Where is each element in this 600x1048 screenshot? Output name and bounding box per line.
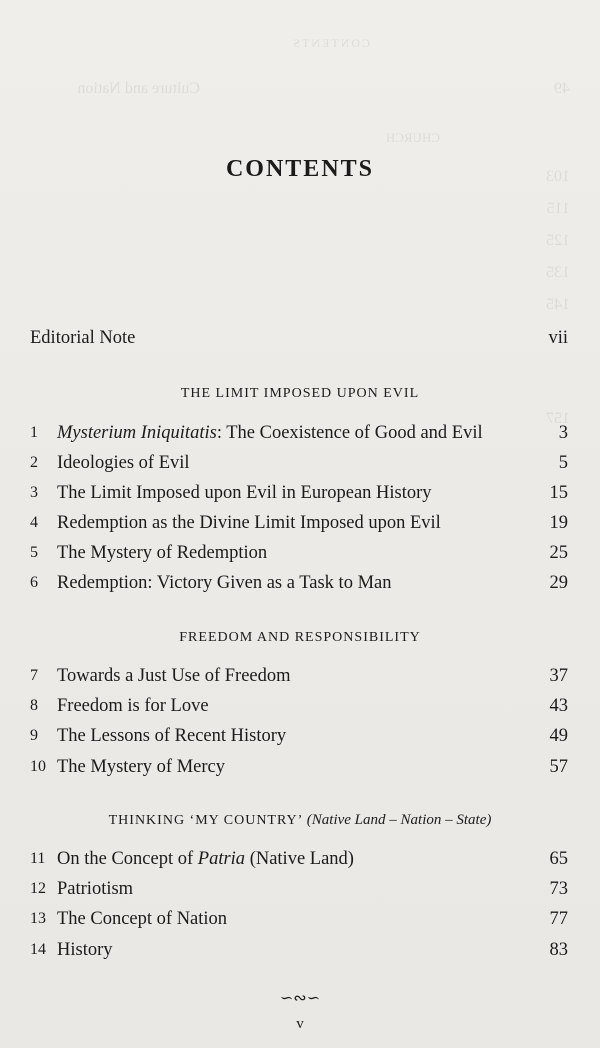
section-heading-freedom-and-responsibility: FREEDOM AND RESPONSIBILITY	[179, 630, 421, 645]
toc-entry-label	[57, 846, 354, 872]
toc-entry-label: The Concept of Nation	[57, 909, 228, 929]
section-heading-sub: (Native Land – Nation – State)	[306, 812, 492, 828]
toc-entry-page: 29	[549, 573, 568, 593]
toc-entry-editorial-note[interactable]	[30, 325, 568, 351]
section-heading-limit-imposed-upon-evil: THE LIMIT IMPOSED UPON EVIL	[180, 386, 420, 401]
toc-entry-page: 65	[549, 849, 568, 869]
toc-entry-chapter-1[interactable]	[30, 420, 568, 446]
toc-entry-page: 83	[549, 940, 568, 960]
toc-entry-label: The Limit Imposed upon Evil in European History	[57, 483, 432, 503]
toc-entry-number: 2	[30, 454, 38, 471]
toc-entry-label-rest: (Native Land)	[245, 849, 354, 869]
toc-entry-label: Redemption: Victory Given as a Task to Man	[57, 573, 392, 593]
toc-entry-number: 6	[30, 574, 38, 591]
toc-entry-number: 11	[30, 850, 46, 867]
toc-entry-chapter-12[interactable]	[30, 876, 568, 902]
toc-entry-number: 8	[30, 697, 38, 714]
toc-entry-page: 77	[549, 909, 568, 929]
toc-entry-chapter-7[interactable]	[30, 663, 568, 689]
toc-entry-label	[57, 420, 483, 446]
toc-entry-label: Redemption as the Divine Limit Imposed upon Evil	[57, 513, 441, 533]
show-through-text: CONTENTS 49 Culture and Nation CHURCH 103 115 125 135 145 157	[77, 36, 570, 427]
toc-entry-page: 5	[558, 453, 568, 473]
toc-entry-number: 12	[30, 880, 46, 897]
toc-entry-number: 13	[30, 910, 46, 927]
toc-entry-number: 14	[30, 941, 46, 958]
toc-entry-label-pre: On the Concept of	[57, 849, 198, 869]
toc-entry-page: 3	[558, 423, 568, 443]
toc-entry-chapter-8[interactable]	[30, 693, 568, 719]
toc-entry-page: vii	[548, 328, 568, 348]
toc-entry-number: 5	[30, 544, 38, 561]
toc-entry-chapter-9[interactable]	[30, 723, 568, 749]
toc-entry-label-rest: : The Coexistence of Good and Evil	[216, 423, 483, 443]
toc-entry-chapter-11[interactable]	[30, 846, 568, 872]
toc-entry-number: 9	[30, 727, 38, 744]
toc-entry-label: The Mystery of Redemption	[57, 543, 268, 563]
toc-entry-chapter-2[interactable]	[30, 450, 568, 476]
toc-entry-label-italic: Mysterium Iniquitatis	[57, 423, 217, 443]
toc-entry-number: 10	[30, 758, 46, 775]
section-heading-thinking-my-country	[0, 812, 600, 829]
toc-entry-label: Ideologies of Evil	[57, 453, 190, 473]
toc-entry-label: The Mystery of Mercy	[57, 757, 225, 777]
toc-entry-chapter-6[interactable]	[30, 570, 568, 596]
toc-entry-label: Editorial Note	[30, 328, 136, 348]
toc-entry-page: 19	[549, 513, 568, 533]
toc-entry-chapter-3[interactable]	[30, 480, 568, 506]
toc-entry-label: The Lessons of Recent History	[57, 726, 287, 746]
toc-entry-page: 73	[549, 879, 568, 899]
toc-entry-number: 3	[30, 484, 38, 501]
toc-entry-chapter-13[interactable]	[30, 906, 568, 932]
toc-entry-number: 4	[30, 514, 38, 531]
toc-entry-chapter-10[interactable]	[30, 754, 568, 780]
toc-entry-page: 25	[549, 543, 568, 563]
section-heading-main: THINKING ‘MY COUNTRY’	[108, 813, 303, 828]
toc-entry-number: 7	[30, 667, 38, 684]
toc-entry-label: Freedom is for Love	[57, 696, 209, 716]
toc-entry-chapter-5[interactable]	[30, 540, 568, 566]
ornament-icon: ∽∾∽	[279, 990, 321, 1007]
toc-entry-label-italic: Patria	[197, 849, 246, 869]
page-number: v	[296, 1016, 304, 1032]
toc-entry-number: 1	[30, 424, 38, 441]
toc-entry-chapter-14[interactable]	[30, 937, 568, 963]
toc-entry-page: 57	[549, 757, 568, 777]
toc-entry-label: Patriotism	[57, 879, 134, 899]
toc-entry-label: History	[57, 940, 113, 960]
toc-entry-chapter-4[interactable]	[30, 510, 568, 536]
toc-entry-label: Towards a Just Use of Freedom	[57, 666, 291, 686]
toc-entry-page: 49	[549, 726, 568, 746]
page-title: CONTENTS	[225, 156, 375, 182]
toc-entry-page: 15	[549, 483, 568, 503]
toc-entry-page: 43	[549, 696, 568, 716]
toc-entry-page: 37	[549, 666, 568, 686]
